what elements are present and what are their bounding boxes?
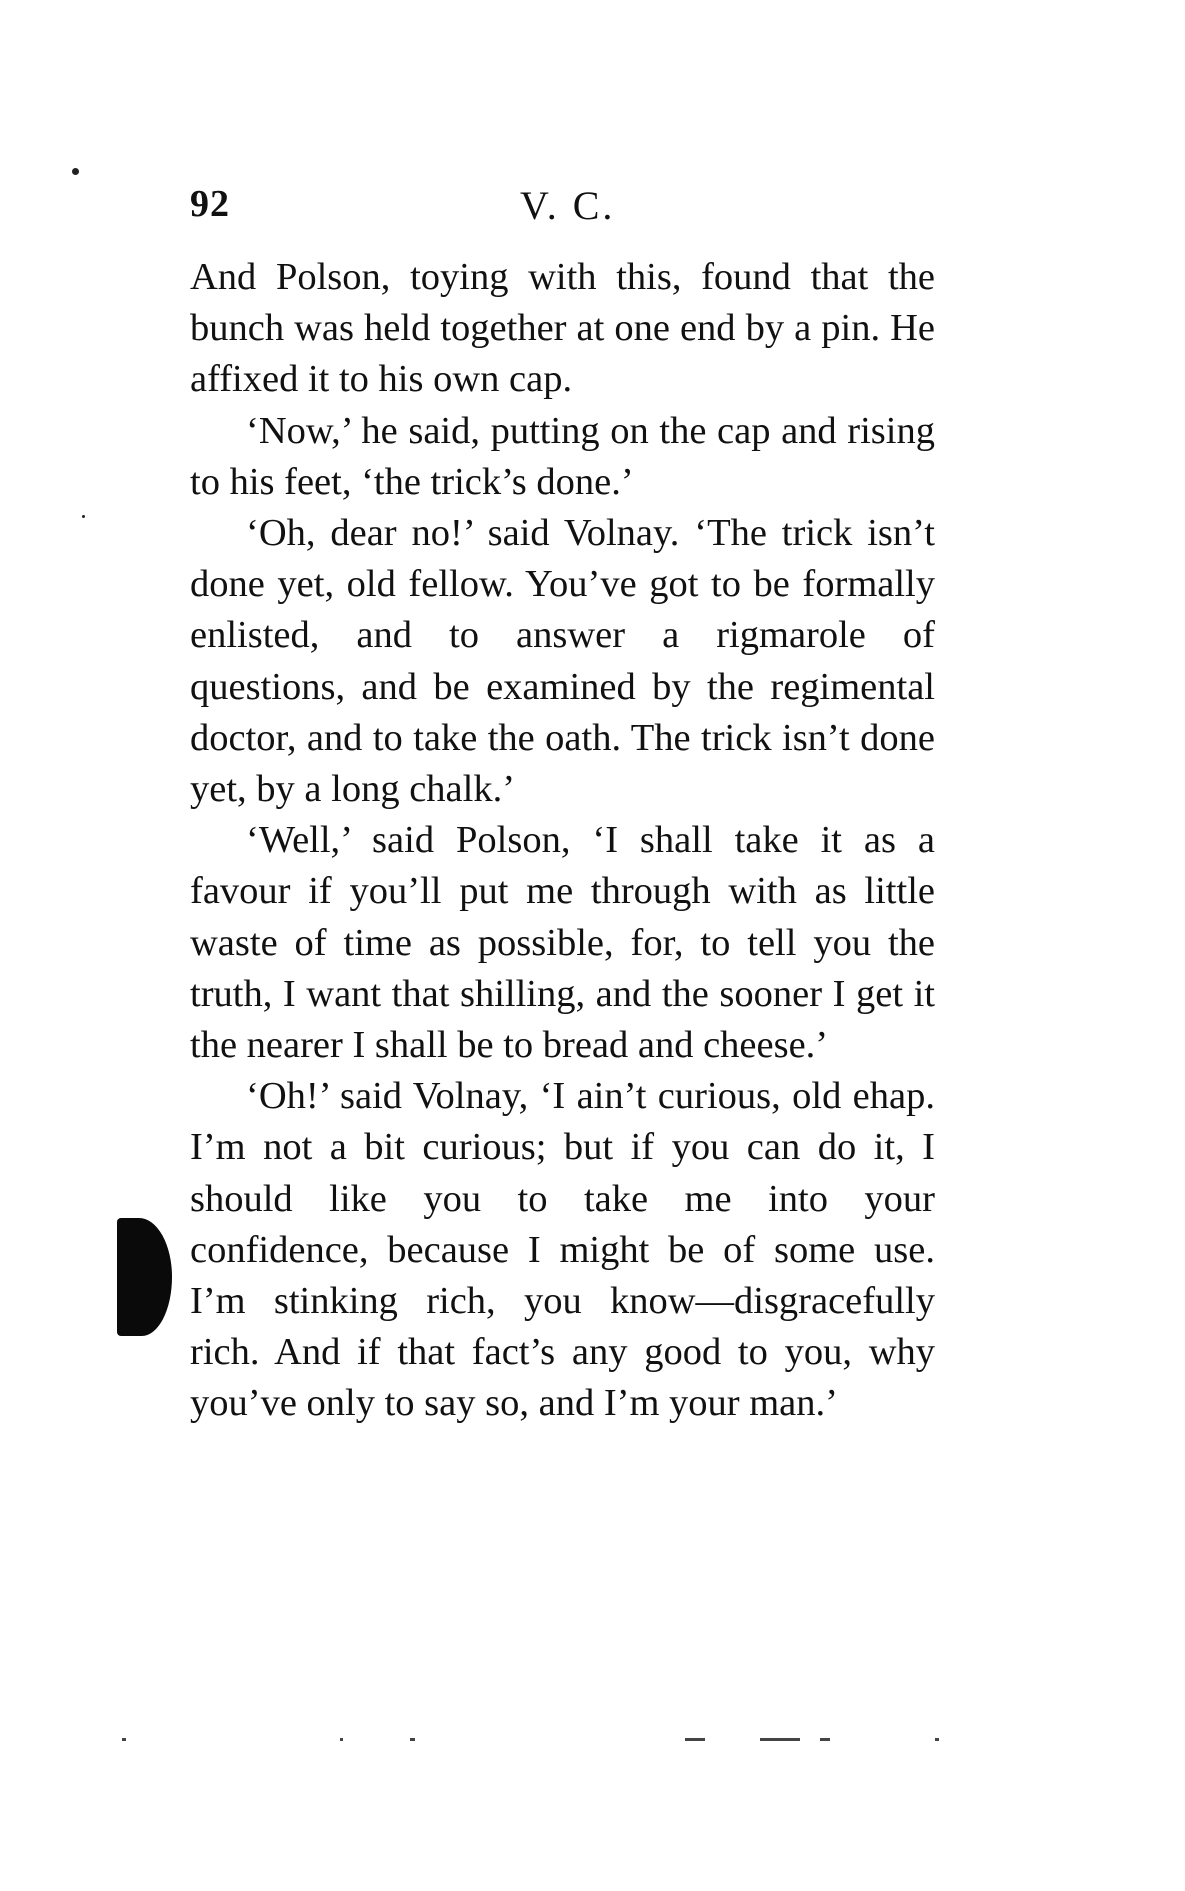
scan-speck [935,1738,939,1741]
paragraph: And Polson, toying with this, found that the bunch was held together at one end by a pin. He affixed it to his own cap. [190,256,935,401]
scan-blot [117,1218,172,1336]
paragraph: ‘Well,’ said Polson, ‘I shall take it as a favour if you’ll put me through with as little waste of time as possible, for, to tell you the truth, I want that shilling, and the sooner I get it the nearer I shall be to bread and cheese.’ [190,819,935,1067]
page-number: 92 [190,183,230,225]
scan-footer-marks [0,1738,1185,1752]
page-header [190,182,940,232]
paragraph: ‘Now,’ he said, putting on the cap and rising to his feet, ‘the trick’s done.’ [190,409,935,503]
scan-speck [122,1738,126,1741]
scan-speck [820,1738,830,1741]
paragraph: ‘Oh, dear no!’ said Volnay. ‘The trick isn’t done yet, old fellow. You’ve got to be formally enlisted, and to answer a rigmarole of questions, and be examined by the regimental doctor, and to take the oath. The trick isn’t done yet, by a long chalk.’ [190,512,935,811]
scan-speck [340,1738,343,1741]
scan-speck [760,1738,800,1741]
body-text [190,252,935,1430]
scan-speck [72,168,79,175]
scan-speck [410,1738,415,1741]
running-head: V. C. [520,183,616,228]
scan-speck [685,1738,705,1741]
paragraph: ‘Oh!’ said Volnay, ‘I ain’t curious, old ehap. I’m not a bit curious; but if you can do it, I should like you to take me into your confidence, because I might be of some use. I’m stinking rich, you know—disgracefully rich. And if that fact’s any good to you, why you’ve only to say so, and I’m your man.’ [190,1075,935,1425]
scan-speck [82,515,85,518]
